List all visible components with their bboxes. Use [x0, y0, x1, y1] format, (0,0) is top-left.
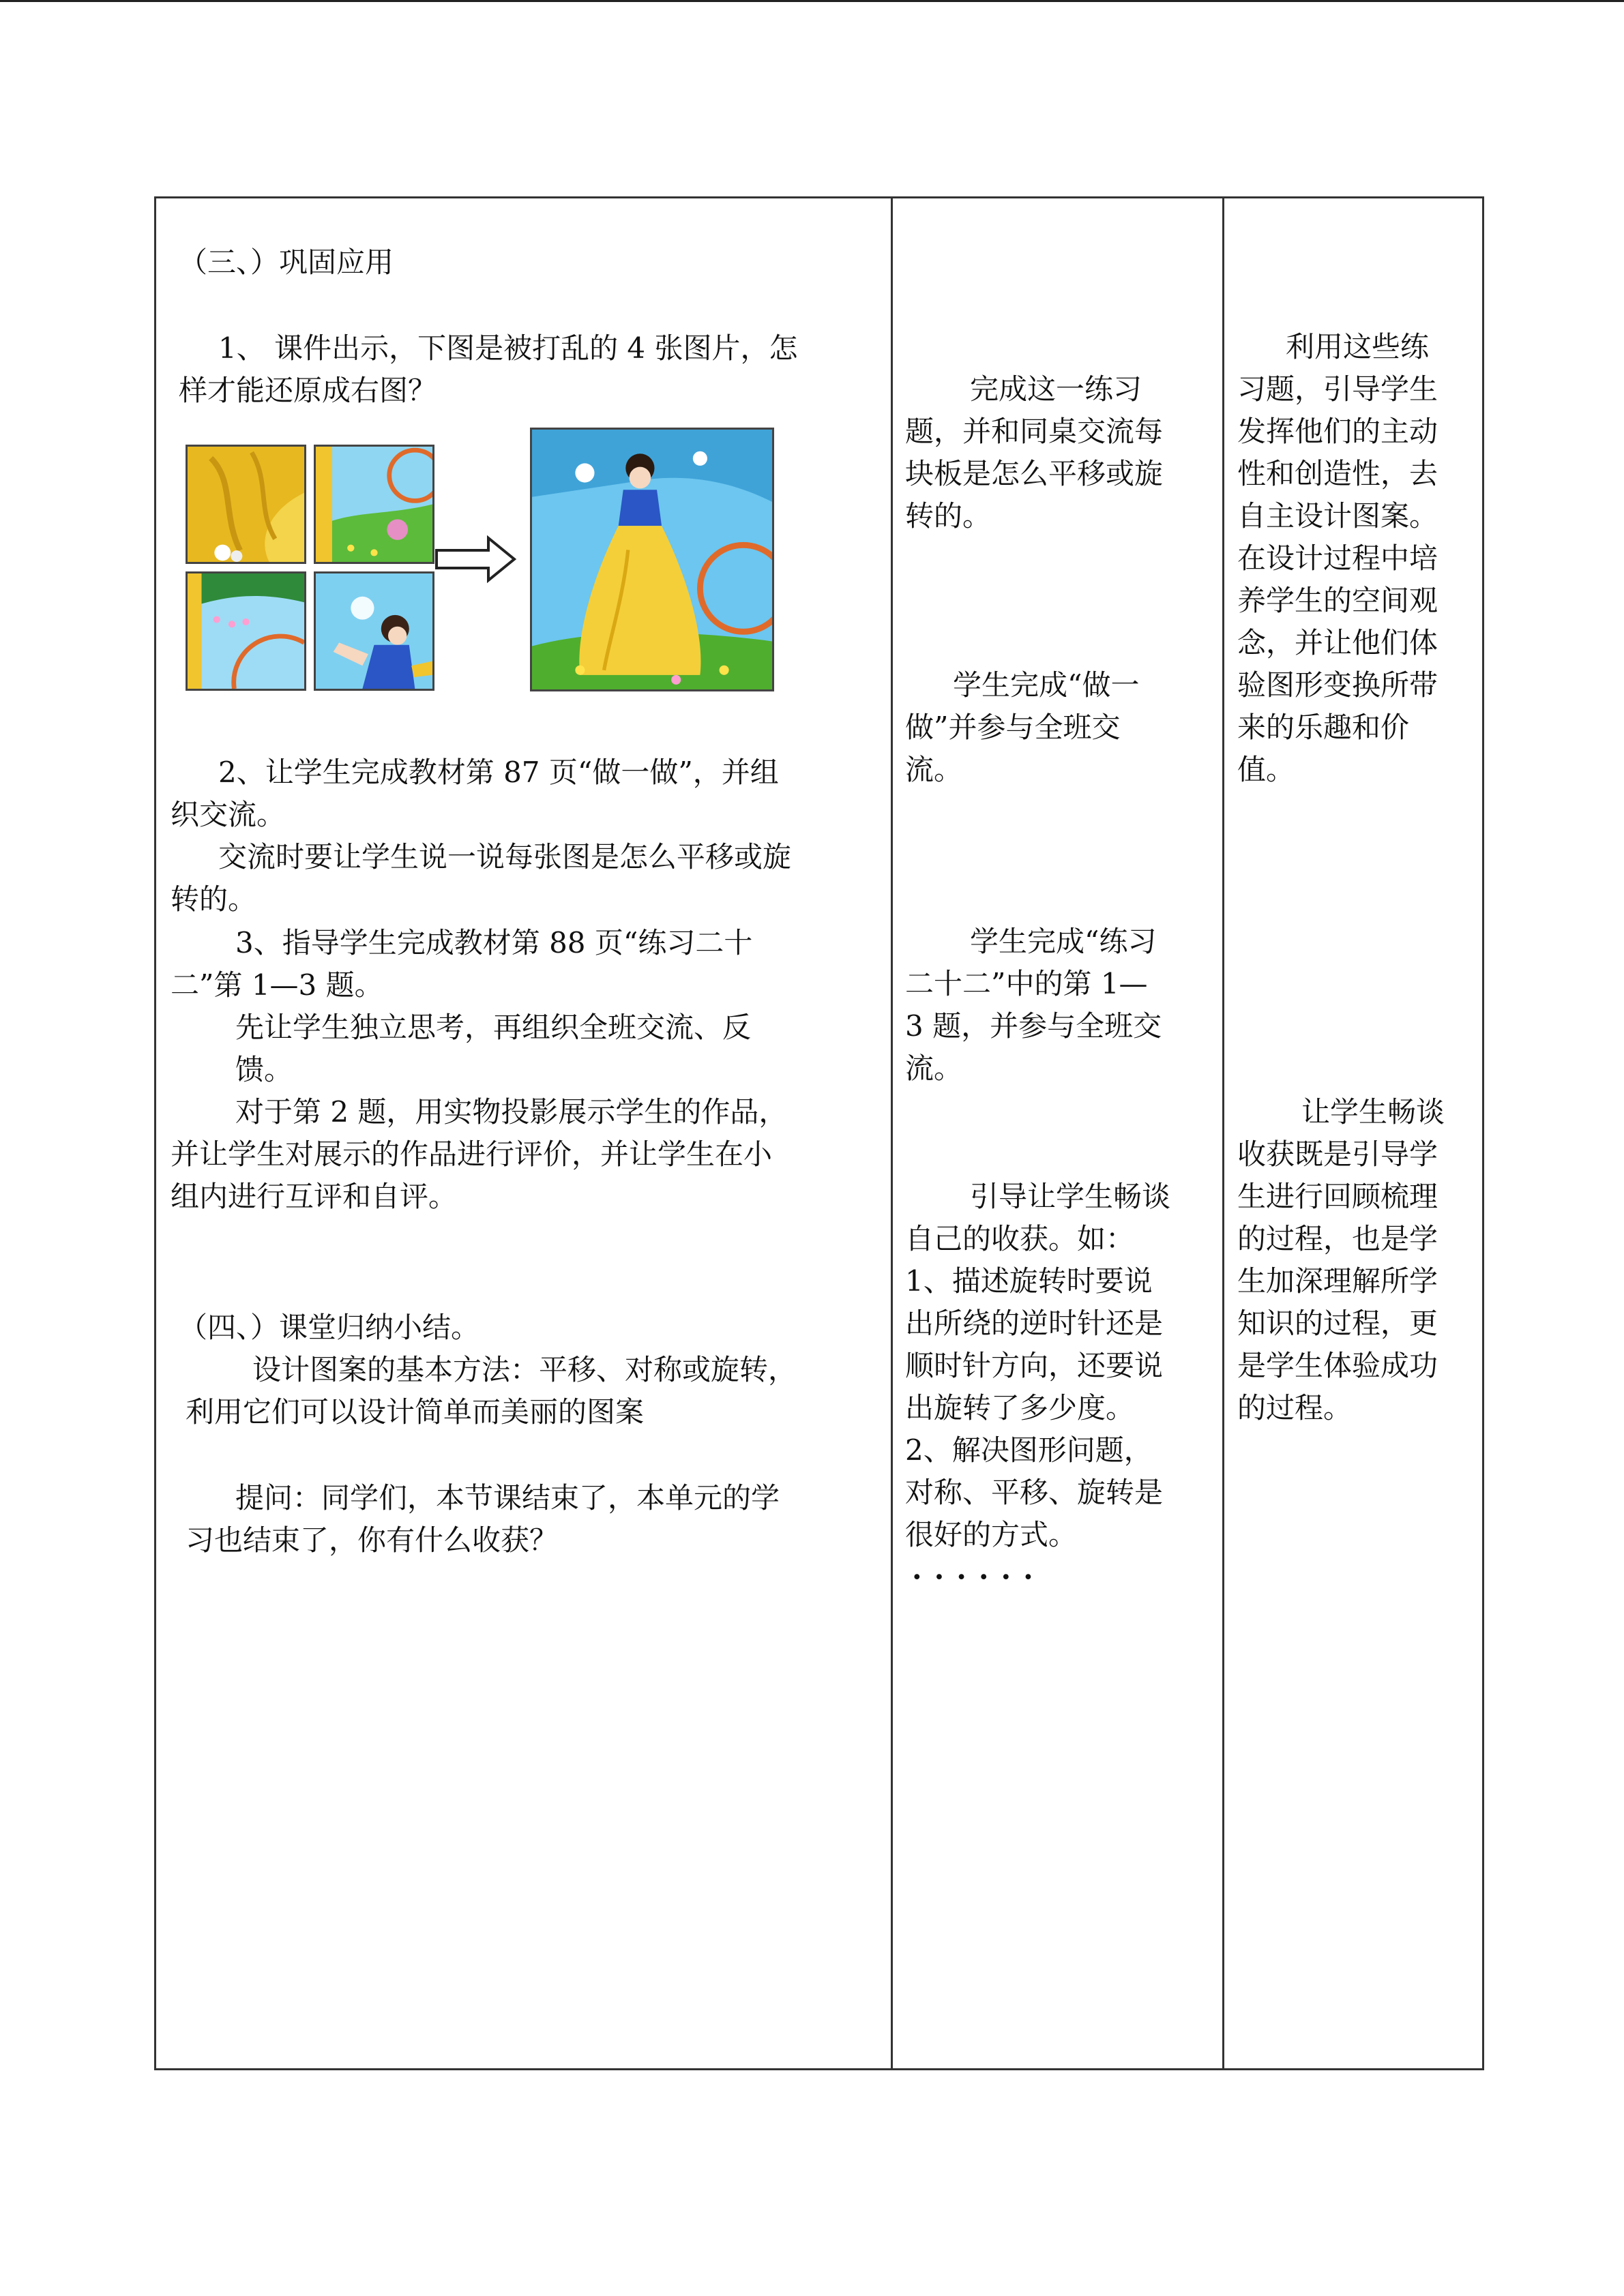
student-activity-3-line-1: 学生完成“练习: [970, 925, 1157, 958]
design-intent-2-line-3: 生进行回顾梳理: [1237, 1180, 1438, 1213]
student-activity-4-line-4: 出所绕的逆时针还是: [905, 1307, 1164, 1340]
design-intent-1-line-11: 值。: [1237, 753, 1295, 786]
design-intent-1-line-4: 性和创造性，去: [1237, 457, 1438, 490]
design-intent-2-line-6: 知识的过程，更: [1237, 1307, 1438, 1340]
puzzle-piece-bottom-left: [186, 571, 306, 691]
design-intent-1-line-6: 在设计过程中培: [1237, 541, 1438, 575]
design-intent-1-line-8: 念，并让他们体: [1237, 626, 1438, 659]
student-activity-1-line-3: 块板是怎么平移或旋: [905, 457, 1164, 490]
student-activity-1-line-2: 题，并和同桌交流每: [905, 415, 1164, 448]
summary-line-2: 利用它们可以设计简单而美丽的图案: [186, 1395, 645, 1429]
exercise-3-detail-line-2: 并让学生对展示的作品进行评价，并让学生在小: [171, 1137, 773, 1171]
design-intent-1-line-1: 利用这些练: [1286, 330, 1430, 363]
design-intent-2-line-8: 的过程。: [1237, 1391, 1353, 1425]
exercise-2-note-line-1: 交流时要让学生说一说每张图是怎么平移或旋: [218, 840, 792, 874]
student-activity-3-line-4: 流。: [905, 1052, 963, 1085]
column-divider-1: [891, 198, 893, 2068]
section-heading-consolidation: （三、）巩固应用: [179, 245, 394, 279]
student-activity-3-line-2: 二十二”中的第 1—: [905, 967, 1148, 1000]
exercise-3-note-line-2: 馈。: [235, 1053, 293, 1086]
exercise-3-line-1: 3、指导学生完成教材第 88 页“练习二十: [235, 926, 753, 959]
exercise-1-line-1: 1、 课件出示，下图是被打乱的 4 张图片，怎: [218, 331, 798, 365]
design-intent-2-line-5: 生加深理解所学: [1237, 1264, 1438, 1298]
question-line-1: 提问：同学们，本节课结束了，本单元的学: [235, 1481, 780, 1515]
student-activity-4-line-9: 很好的方式。: [905, 1518, 1078, 1551]
design-intent-2-line-7: 是学生体验成功: [1237, 1349, 1438, 1382]
design-intent-1-line-7: 养学生的空间观: [1237, 584, 1438, 617]
section-heading-summary: （四、）课堂归纳小结。: [179, 1311, 480, 1344]
student-activity-4-line-7: 2、解决图形问题，: [905, 1433, 1153, 1467]
student-activity-4-line-2: 自己的收获。如：: [905, 1222, 1135, 1255]
student-activity-1-line-1: 完成这一练习: [970, 372, 1142, 406]
puzzle-piece-top-left: [186, 445, 306, 564]
design-intent-1-line-5: 自主设计图案。: [1237, 499, 1438, 533]
right-arrow-icon: [435, 535, 517, 583]
student-activity-2-line-1: 学生完成“做一: [953, 668, 1140, 702]
student-activity-2-line-2: 做”并参与全班交: [905, 711, 1121, 744]
student-activity-4-line-5: 顺时针方向，还要说: [905, 1349, 1164, 1382]
design-intent-2-line-2: 收获既是引导学: [1237, 1137, 1438, 1171]
column-divider-2: [1222, 198, 1224, 2068]
exercise-2-line-2: 织交流。: [171, 798, 286, 831]
snow-white-target-image: [530, 428, 774, 691]
exercise-3-detail-line-3: 组内进行互评和自评。: [171, 1180, 458, 1213]
exercise-3-line-2: 二”第 1—3 题。: [171, 968, 383, 1002]
question-line-2: 习也结束了，你有什么收获？: [186, 1523, 559, 1557]
design-intent-1-line-2: 习题，引导学生: [1237, 372, 1438, 406]
exercise-1-line-2: 样才能还原成右图？: [179, 374, 437, 407]
design-intent-1-line-9: 验图形变换所带: [1237, 668, 1438, 702]
design-intent-2-line-1: 让学生畅谈: [1301, 1095, 1445, 1129]
exercise-3-detail-line-1: 对于第 2 题，用实物投影展示学生的作品，: [235, 1095, 788, 1129]
student-activity-4-line-6: 出旋转了多少度。: [905, 1391, 1135, 1425]
design-intent-1-line-3: 发挥他们的主动: [1237, 415, 1438, 448]
student-activity-4-line-3: 1、描述旋转时要说: [905, 1264, 1153, 1298]
exercise-2-note-line-2: 转的。: [171, 882, 257, 916]
exercise-2-line-1: 2、让学生完成教材第 87 页“做一做”，并组: [218, 756, 779, 789]
design-intent-1-line-10: 来的乐趣和价: [1237, 711, 1410, 744]
ellipsis-dots: ······: [912, 1560, 1046, 1594]
design-intent-2-line-4: 的过程，也是学: [1237, 1222, 1438, 1255]
summary-line-1: 设计图案的基本方法：平移、对称或旋转，: [252, 1353, 797, 1386]
student-activity-4-line-1: 引导让学生畅谈: [970, 1180, 1171, 1213]
student-activity-4-line-8: 对称、平移、旋转是: [905, 1476, 1164, 1509]
exercise-3-note-line-1: 先让学生独立思考，再组织全班交流、反: [235, 1011, 752, 1044]
student-activity-1-line-4: 转的。: [905, 499, 992, 533]
puzzle-piece-bottom-right: [314, 571, 434, 691]
student-activity-3-line-3: 3 题，并参与全班交: [905, 1009, 1162, 1043]
student-activity-2-line-3: 流。: [905, 753, 963, 786]
puzzle-piece-top-right: [314, 445, 434, 564]
page-top-border: [0, 0, 1624, 2]
